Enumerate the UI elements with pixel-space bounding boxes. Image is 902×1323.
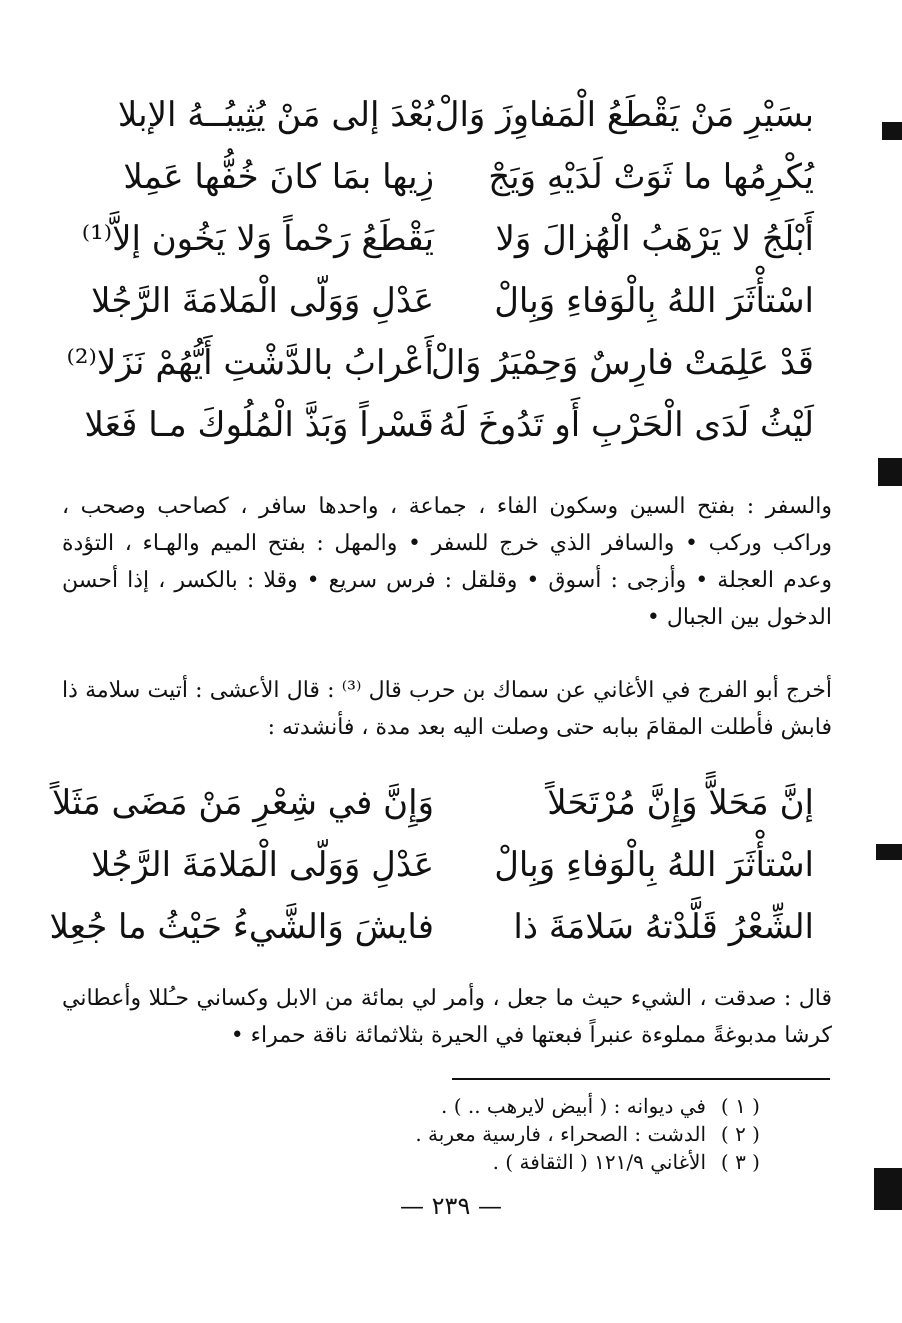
poem2-verse-2-left: عَدْلِ وَوَلّى الْمَلامَةَ الرَّجُلا	[91, 845, 434, 885]
scan-edge-mark-1	[882, 122, 902, 140]
poem2-verse-3-left: فايشَ وَالشَّيءُ حَيْثُ ما جُعِلا	[49, 907, 434, 947]
poem1-verse-3-left: يَقْطَعُ رَحْماً وَلا يَخُون إلاَّ⁽¹⁾	[81, 219, 434, 259]
poem2-verse-1-left: وَإِنَّ في شِعْرِ مَنْ مَضَى مَثَلاً	[51, 783, 434, 823]
footnote-1-text: في ديوانه : ( أبيض لايرهب .. ) .	[440, 1094, 706, 1118]
paragraph-conclusion	[62, 980, 832, 1054]
poem1-verse-2-left: زِيها بمَا كانَ خُفُّها عَمِلا	[123, 157, 434, 197]
footnote-2-number: ( ٢ )	[720, 1122, 760, 1146]
scan-edge-mark-4	[874, 1168, 902, 1210]
poem1-verse-3-right: أَبْلَجُ لا يَرْهَبُ الْهُزالَ وَلا	[495, 219, 814, 259]
poem1-verse-2-right: يُكْرِمُها ما ثَوَتْ لَدَيْهِ وَيَجْ	[488, 157, 814, 197]
paragraph-1-text: والسفر : بفتح السين وسكون الفاء ، جماعة ، واحدها سافر ، كصاحب وصحب ، وراكب وركب • والسافر الذي خرج للسفر • والمهل : بفتح الميم والهـاء ، التؤدة وعدم العجلة • وأزجى : أسوق • وقلقل : فرس سريع • وقلا : بالكسر ، إذا أحسن الدخول بين الجبال •	[62, 494, 832, 630]
footnote-1-number: ( ١ )	[720, 1094, 760, 1118]
poem1-verse-4-left: عَدْلِ وَوَلّى الْمَلامَةَ الرَّجُلا	[91, 281, 434, 321]
poem1-verse-4-right: اسْتأْثَرَ اللهُ بِالْوَفاءِ وَبِالْ	[494, 281, 814, 321]
poem2-verse-3-right: الشِّعْرُ قَلَّدْتهُ سَلامَةَ ذا	[513, 907, 814, 947]
paragraph-3-text: قال : صدقت ، الشيء حيث ما جعل ، وأمر لي بمائة من الابل وكساني حـُللا وأعطاني كرشا مدبوغةً مملوءة عنبراً فبعتها في الحيرة بثلاثمائة ناقة حمراء •	[62, 986, 832, 1048]
poem1-verse-5-right: قَدْ عَلِمَتْ فارِسٌ وَحِمْيَرُ وَالْ	[430, 343, 814, 383]
footnote-3-text: الأغاني ١٢١/٩ ( الثقافة ) .	[492, 1150, 706, 1174]
page-number: — ٢٣٩ —	[400, 1192, 502, 1220]
footnote-2-text: الدشت : الصحراء ، فارسية معربة .	[415, 1122, 706, 1146]
poem2-verse-1-right: إنَّ مَحَلاًّ وَإِنَّ مُرْتَحَلاً	[547, 783, 814, 823]
poem1-verse-6-right: لَيْثُ لَدَى الْحَرْبِ أَو تَدُوخَ لَهُ	[438, 405, 814, 445]
poem1-verse-1-right: بسَيْرِ مَنْ يَقْطَعُ الْمَفاوِزَ وَالْ	[434, 95, 814, 135]
paragraph-narration	[62, 672, 832, 746]
poem2-verse-2-right: اسْتأْثَرَ اللهُ بِالْوَفاءِ وَبِالْ	[494, 845, 814, 885]
footnote-divider	[452, 1078, 830, 1080]
footnote-3-number: ( ٣ )	[720, 1150, 760, 1174]
paragraph-2-text: أخرج أبو الفرج في الأغاني عن سماك بن حرب قال ⁽³⁾ : قال الأعشى : أتيت سلامة ذا فابش فأطلت المقامَ ببابه حتى وصلت اليه بعد مدة ، فأنشدته :	[62, 678, 832, 740]
scan-edge-mark-2	[878, 458, 902, 486]
poem1-verse-5-left: أَعْرابُ بالدَّشْتِ أَيُّهُمْ نَزَلا⁽²⁾	[66, 343, 434, 383]
scan-edge-mark-3	[876, 844, 902, 860]
poem1-verse-6-left: قَسْراً وَبَذَّ الْمُلُوكَ مـا فَعَلا	[84, 405, 434, 445]
paragraph-vocabulary-notes	[62, 488, 832, 636]
poem1-verse-1-left: بُعْدَ إلى مَنْ يُثِيبُــهُ الإبلا	[117, 95, 434, 135]
